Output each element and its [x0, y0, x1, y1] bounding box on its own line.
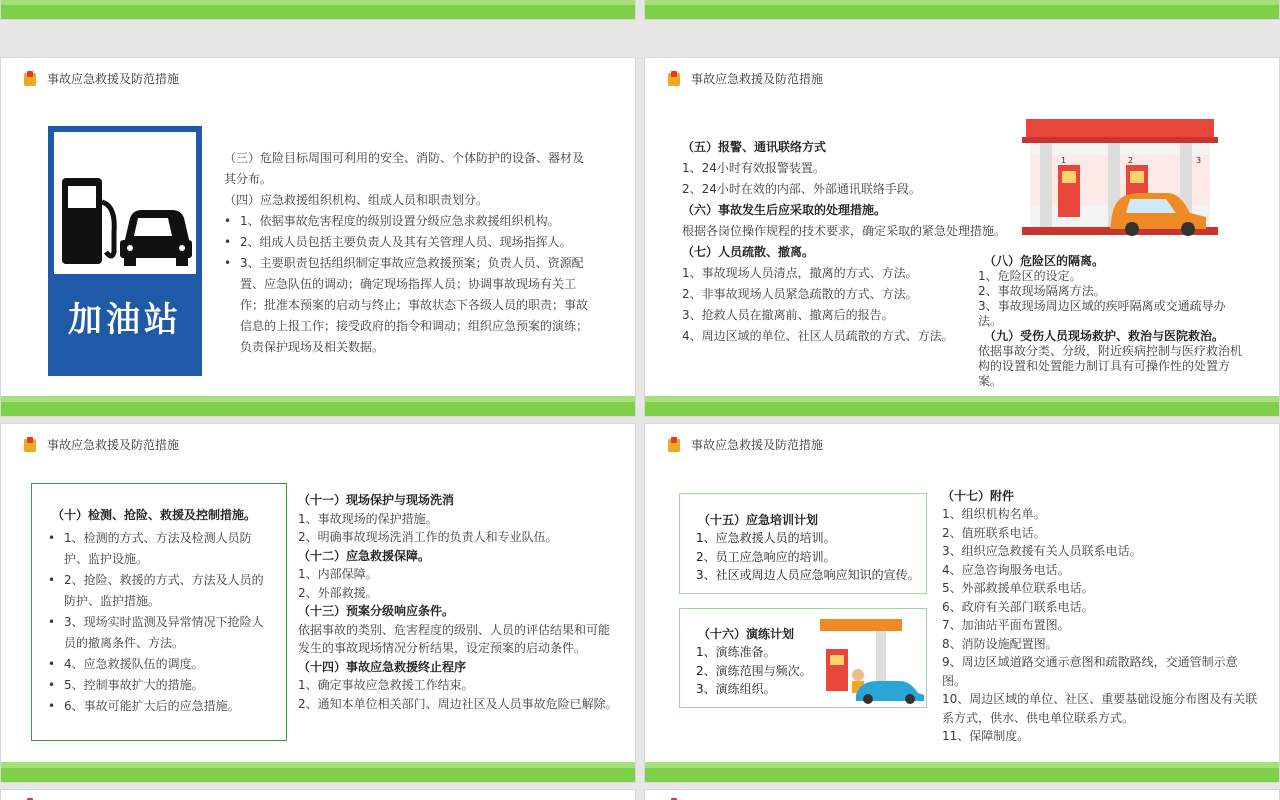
slide-title: 事故应急救援及防范措施: [47, 438, 180, 452]
training-list-item: 1、应急救援人员的培训。: [696, 531, 836, 545]
section-heading: （十一）现场保护与现场洗消: [298, 493, 455, 507]
attachments-title: （十七）附件: [942, 489, 1015, 503]
slide-partial-top-left[interactable]: [0, 0, 636, 20]
attachment-list-item: 10、周边区域的单位、社区、重要基础设施分布图及有关联系方式，供水、供电单位联系方式。: [942, 692, 1258, 725]
body-line: （三）危险目标周围可利用的安全、消防、个体防护的设备、器材及: [224, 151, 585, 165]
measures-list-item: • 2、抢险、救援的方式、方法及人员的防护、监护措施。: [48, 570, 274, 612]
body-line: 1、危险区的设定。: [978, 269, 1082, 283]
fuel-pump-car-icon: [54, 132, 196, 274]
slide-footer-bar: [645, 396, 1279, 416]
slide-title: 事故应急救援及防范措施: [691, 438, 824, 452]
slide-1[interactable]: [0, 57, 636, 417]
attachment-list-item: 4、应急咨询服务电话。: [942, 562, 1070, 577]
drill-list-item: 2、演练范围与频次。: [696, 663, 812, 678]
pump-label-2: 2: [1128, 156, 1134, 165]
body-line: 2、外部救援。: [298, 585, 378, 600]
pump-label-3: 3: [1196, 156, 1202, 165]
measures-box: [31, 483, 287, 741]
attachment-list-item: 7、加油站平面布置图。: [942, 618, 1070, 632]
attachment-list-item: 8、消防设施配置图。: [942, 636, 1058, 651]
slide-2[interactable]: [644, 57, 1280, 417]
section-heading: （九）受伤人员现场救护、救治与医院救治。: [984, 329, 1225, 343]
fuel-pump-icon: [23, 437, 39, 453]
attachment-list-item: 9、周边区域道路交通示意图和疏散路线，交通管制示意图。: [942, 655, 1238, 688]
slide-footer-bar: [1, 0, 635, 19]
training-box-title: （十五）应急培训计划: [698, 513, 819, 527]
section-heading: （六）事故发生后应采取的处理措施。: [682, 203, 887, 217]
measures-list-item: • 3、现场实时监测及异常情况下抢险人员的撤离条件、方法。: [48, 612, 274, 654]
section-heading: （十四）事故应急救援终止程序: [298, 659, 467, 674]
slide-title: 事故应急救援及防范措施: [47, 72, 180, 86]
body-line: （四）应急救援组织机构、组成人员和职责划分。: [224, 193, 489, 207]
section-heading: （八）危险区的隔离。: [984, 254, 1105, 268]
measures-box-list: [48, 528, 274, 717]
slide-header: [667, 436, 823, 453]
body-list-item: • 1、依据事故危害程度的级别设置分级应急求救援组织机构。: [224, 211, 590, 232]
slide-2-right-body: [978, 254, 1246, 389]
drill-box-list: [696, 643, 816, 699]
measures-list-item: • 5、控制事故扩大的措施。: [48, 675, 274, 696]
body-line: 2、明确事故现场洗消工作的负责人和专业队伍。: [298, 530, 558, 544]
slide-header: [667, 70, 823, 87]
body-line: 2、非事故现场人员紧急疏散的方式、方法。: [682, 287, 918, 301]
slide-3[interactable]: [0, 423, 636, 783]
training-list-item: 3、社区或周边人员应急响应知识的宣传。: [696, 568, 920, 582]
body-line: 2、24小时在效的内部、外部通讯联络手段。: [682, 182, 921, 196]
slide-header: [23, 436, 179, 453]
body-line: 3、抢救人员在撤离前、撤离后的报告。: [682, 308, 894, 322]
slide-partial-bottom-right[interactable]: [644, 789, 1280, 800]
attachment-list-item: 1、组织机构名单。: [942, 507, 1046, 521]
attachment-list-item: 2、值班联系电话。: [942, 525, 1046, 540]
slide-1-body: [224, 148, 590, 358]
gas-station-sign: [48, 126, 202, 376]
body-line: 依据事故的类别、危害程度的级别、人员的评估结果和可能发生的事故现场情况分析结果，设定预案的启动条件。: [298, 622, 611, 655]
body-line: 4、周边区域的单位、社区人员疏散的方式、方法。: [682, 329, 954, 343]
body-line: 3、事故现场周边区域的疾呼隔离或交通疏导办法。: [978, 299, 1226, 328]
slide-footer-bar: [1, 762, 635, 782]
drill-list-item: 3、演练组织。: [696, 682, 776, 696]
attachment-list-item: 5、外部救援单位联系电话。: [942, 581, 1094, 595]
section-heading: （十二）应急救援保障。: [298, 548, 431, 563]
body-line: 1、确定事故应急救援工作结束。: [298, 678, 474, 692]
body-line: 其分布。: [224, 172, 273, 186]
body-line: 1、内部保障。: [298, 567, 378, 581]
section-heading: （五）报警、通讯联络方式: [682, 140, 827, 154]
slide-partial-top-right[interactable]: [644, 0, 1280, 20]
measures-box-title: （十）检测、抢险、救援及控制措施。: [52, 508, 257, 522]
slide-footer-bar: [1, 396, 635, 416]
attachment-list-item: 6、政府有关部门联系电话。: [942, 599, 1094, 614]
drill-box: [679, 608, 927, 708]
slide-header: [23, 70, 179, 87]
drill-box-title: （十六）演练计划: [698, 627, 795, 641]
training-box: [679, 493, 927, 594]
measures-list-item: • 1、检测的方式、方法及检测人员防护、监护设施。: [48, 528, 274, 570]
body-line: 2、通知本单位相关部门、周边社区及人员事故危险已解除。: [298, 696, 618, 711]
measures-list-item: • 4、应急救援队伍的调度。: [48, 654, 274, 675]
slide-4[interactable]: [644, 423, 1280, 783]
attachments-list: [942, 505, 1260, 746]
training-list-item: 2、员工应急响应的培训。: [696, 549, 836, 564]
slide-title: 事故应急救援及防范措施: [691, 72, 824, 86]
body-line: 根据各岗位操作规程的技术要求，确定采取的紧急处理措施。: [682, 224, 1007, 238]
body-line: 2、事故现场隔离方法。: [978, 284, 1106, 298]
body-list-item: • 3、主要职责包括组织制定事故应急救援预案；负责人员、资源配置、应急队伍的调动；确定现场指挥人员；协调事故现场有关工作；批准本预案的启动与终止；事故状态下各级人员的职责；事故信息的上报工作；接受政府的指令和调动；组织应急预案的演练；负责保护现场及相关数据。: [224, 253, 590, 358]
gas-station-illustration: [1020, 115, 1220, 240]
section-heading: （十三）预案分级响应条件。: [298, 604, 455, 618]
slide-footer-bar: [645, 762, 1279, 782]
attachment-list-item: 3、组织应急救援有关人员联系电话。: [942, 544, 1142, 558]
slide-footer-bar: [645, 0, 1279, 19]
gas-station-car-illustration: [816, 615, 926, 705]
training-box-list: [696, 529, 926, 585]
slide-3-right-body: [298, 491, 618, 713]
attachment-list-item: 11、保障制度。: [942, 729, 1030, 743]
body-list-item: • 2、组成人员包括主要负责人及其有关管理人员、现场指挥人。: [224, 232, 590, 253]
sign-text: 加油站: [68, 300, 182, 340]
drill-list-item: 1、演练准备。: [696, 645, 776, 659]
body-line: 依据事故分类、分级，附近疾病控制与医疗救治机构的设置和处置能力制订具有可操作性的处置方案。: [978, 344, 1243, 388]
measures-list-item: • 6、事故可能扩大后的应急措施。: [48, 696, 274, 717]
fuel-pump-icon: [667, 437, 683, 453]
body-line: 1、事故现场的保护措施。: [298, 511, 438, 526]
pump-label-1: 1: [1061, 156, 1067, 165]
fuel-pump-icon: [667, 71, 683, 87]
fuel-pump-icon: [23, 71, 39, 87]
body-line: 1、24小时有效报警装置。: [682, 161, 825, 175]
section-heading: （七）人员疏散、撤离。: [682, 245, 815, 259]
slide-2-left-body: [682, 137, 1012, 347]
slide-partial-bottom-left[interactable]: [0, 789, 636, 800]
body-line: 1、事故现场人员清点，撤离的方式、方法。: [682, 266, 918, 280]
